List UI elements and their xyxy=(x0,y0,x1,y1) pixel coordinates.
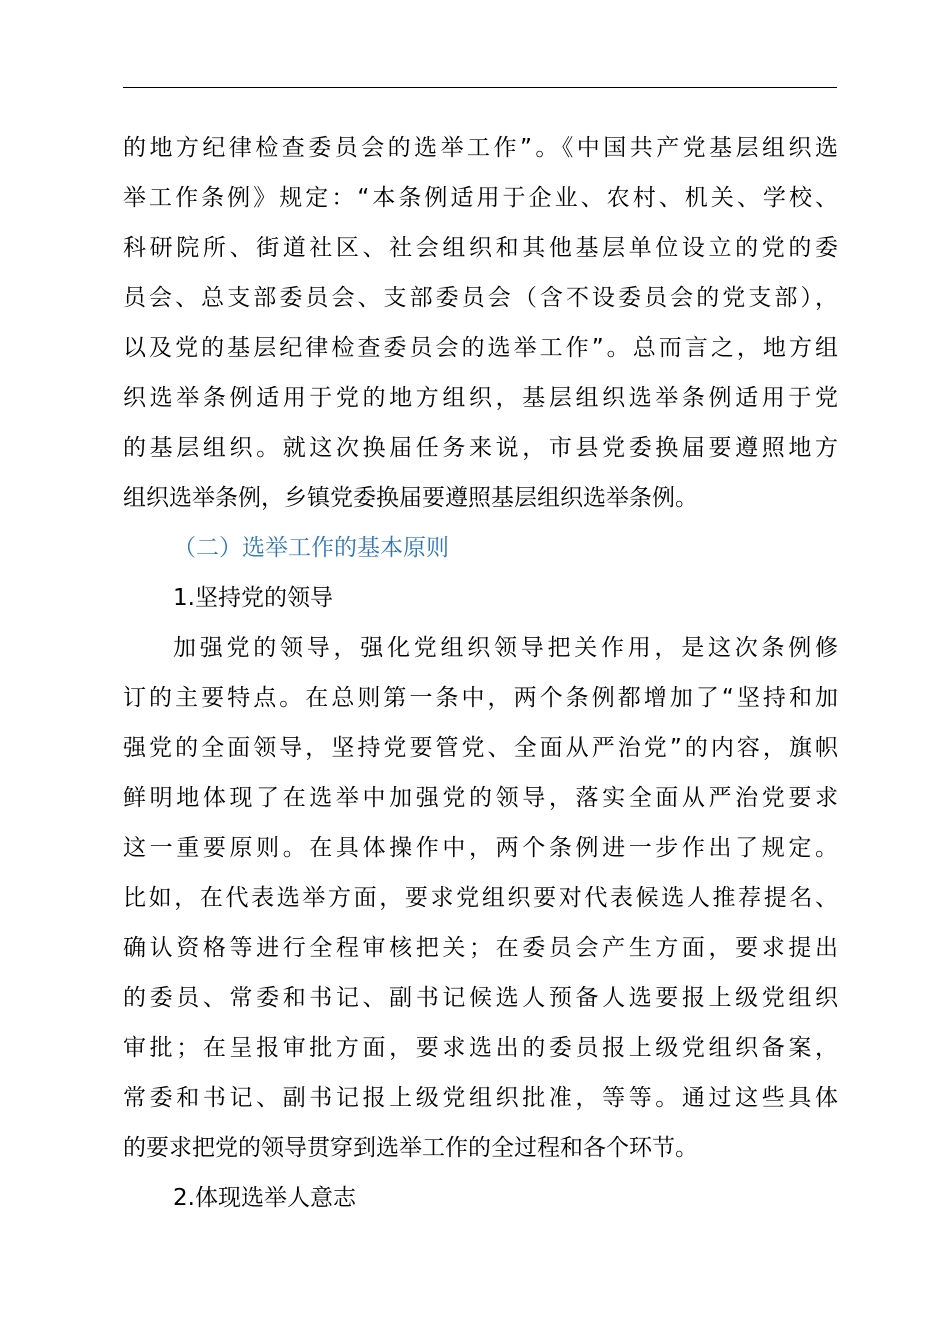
paragraph-line: 的要求把党的领导贯穿到选举工作的全过程和各个环节。 xyxy=(123,1135,698,1161)
subheading-voter-will: 2.体现选举人意志 xyxy=(173,1185,356,1211)
paragraph-eligibility xyxy=(123,123,838,523)
paragraph-line: 加强党的领导，强化党组织领导把关作用，是这次条例修 xyxy=(173,635,838,661)
paragraph-line: 审批；在呈报审批方面，要求选出的委员报上级党组织备案， xyxy=(123,1035,838,1061)
paragraph-line: 的地方纪律检查委员会的选举工作”。《中国共产党基层组织选 xyxy=(123,135,838,161)
paragraph-party-leadership xyxy=(123,623,838,1173)
section-heading: （二）选举工作的基本原则 xyxy=(173,535,449,561)
paragraph-line: 鲜明地体现了在选举中加强党的领导，落实全面从严治党要求 xyxy=(123,785,838,811)
document-body xyxy=(123,123,838,1223)
paragraph-line: 织选举条例适用于党的地方组织，基层组织选举条例适用于党 xyxy=(123,385,838,411)
paragraph-line: 常委和书记、副书记报上级党组织批准，等等。通过这些具体 xyxy=(123,1085,838,1111)
paragraph-line: 员会、总支部委员会、支部委员会（含不设委员会的党支部）， xyxy=(123,285,838,311)
paragraph-line: 的基层组织。就这次换届任务来说，市县党委换届要遵照地方 xyxy=(123,435,838,461)
paragraph-line: 强党的全面领导，坚持党要管党、全面从严治党”的内容，旗帜 xyxy=(123,735,838,761)
paragraph-line: 订的主要特点。在总则第一条中，两个条例都增加了“坚持和加 xyxy=(123,685,838,711)
paragraph-line: 以及党的基层纪律检查委员会的选举工作”。总而言之，地方组 xyxy=(123,335,838,361)
paragraph-line: 确认资格等进行全程审核把关；在委员会产生方面，要求提出 xyxy=(123,935,838,961)
paragraph-line: 科研院所、街道社区、社会组织和其他基层单位设立的党的委 xyxy=(123,235,838,261)
paragraph-line: 这一重要原则。在具体操作中，两个条例进一步作出了规定。 xyxy=(123,835,838,861)
paragraph-line: 组织选举条例，乡镇党委换届要遵照基层组织选举条例。 xyxy=(123,485,698,511)
paragraph-line: 比如，在代表选举方面，要求党组织要对代表候选人推荐提名、 xyxy=(123,885,838,911)
paragraph-line: 的委员、常委和书记、副书记候选人预备人选要报上级党组织 xyxy=(123,985,838,1011)
header-rule xyxy=(123,87,837,88)
subheading-party-leadership: 1.坚持党的领导 xyxy=(173,585,333,611)
paragraph-line: 举工作条例》规定：“本条例适用于企业、农村、机关、学校、 xyxy=(123,185,838,211)
